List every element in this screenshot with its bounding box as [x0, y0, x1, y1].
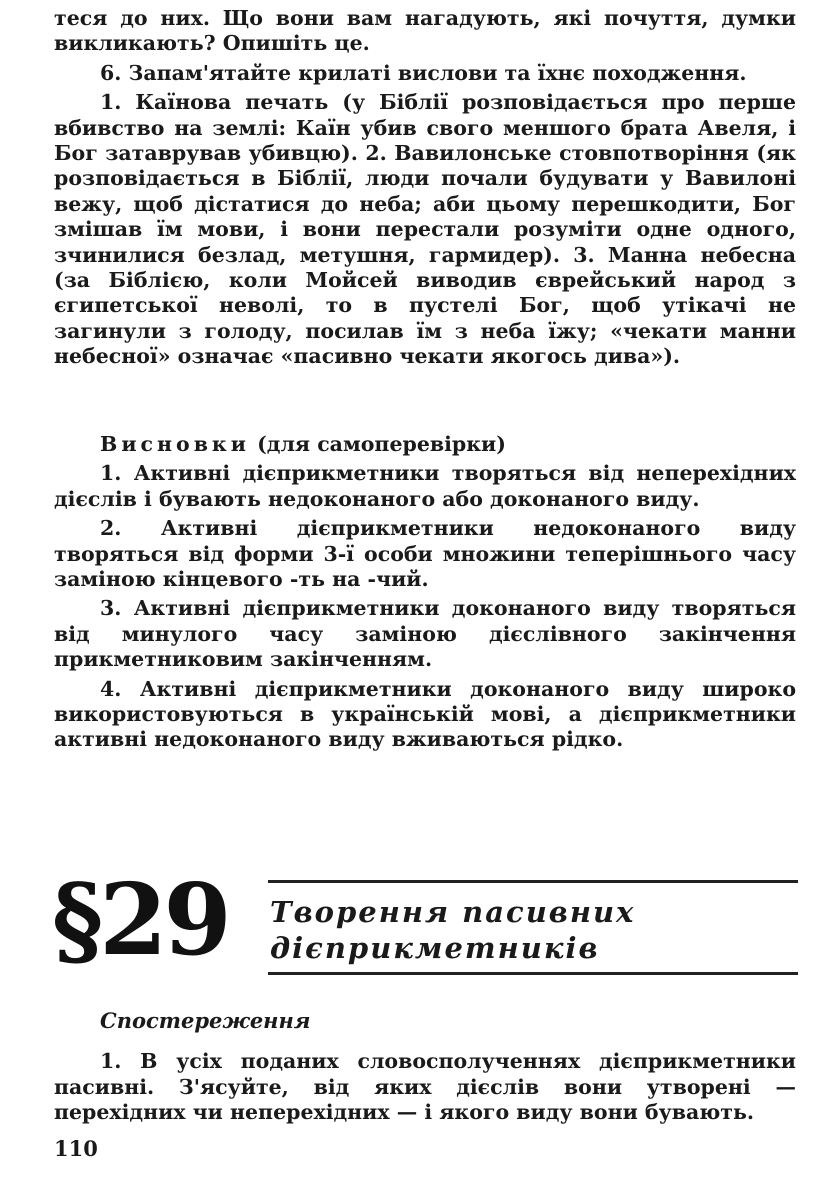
section-title-line-2: дієприкметників: [270, 931, 600, 965]
conclusion-item-2: 2. Активні дієприкметники недоконаного виду творяться від форми 3-ї особи множини теперішнього часу заміною кінцевого -ть на -чий.: [54, 516, 796, 592]
section-title-line-1: Творення пасивних: [270, 895, 636, 929]
task-6-paragraph: 6. Запам'ятайте крилаті вислови та їхнє походження.: [100, 60, 747, 85]
conclusion-item-3: 3. Активні дієприкметники доконаного виду творяться від минулого часу заміною дієслівного закінчення прикметниковим закінченням.: [54, 596, 796, 672]
section-header: [52, 863, 798, 982]
section-title: [270, 894, 798, 966]
conclusions-heading-spaced: Висновки: [100, 432, 250, 456]
conclusions-heading: [54, 432, 796, 457]
section-number: §29: [52, 863, 228, 978]
observation-block: [54, 1008, 796, 1126]
section-rule-top: [268, 880, 798, 883]
conclusions-heading-note: (для самоперевірки): [249, 432, 506, 456]
conclusions-block: [54, 432, 796, 753]
page-number: 110: [54, 1136, 98, 1161]
conclusion-item-1: 1. Активні дієприкметники творяться від неперехідних дієслів і бувають недоконаного або доконаного виду.: [54, 461, 796, 511]
observation-task-1: 1. В усіх поданих словосполученнях дієприкметники пасивні. З'ясуйте, від яких дієслів вони утворені — перехідних чи неперехідних — і якого виду вони бувають.: [54, 1049, 796, 1125]
observation-heading: Спостереження: [100, 1008, 311, 1033]
top-text-block: [54, 6, 796, 370]
section-rule-bottom: [268, 972, 798, 975]
continuation-paragraph: теся до них. Що вони вам нагадують, які почуття, думки викликають? Опишіть це.: [54, 6, 796, 56]
conclusion-item-4: 4. Активні дієприкметники доконаного виду широко використовуються в українській мові, а дієприкметники активні недоконаного виду вживаються рідко.: [54, 676, 796, 752]
idioms-paragraph: 1. Каїнова печать (у Біблії розповідається про перше вбивство на землі: Каїн убив свого меншого брата Авеля, і Бог затаврував убивцю). 2. Вавилонське стовпотворіння (як розповідається в Біблії, люди почали будувати у Вавилоні вежу, щоб дістатися до неба; аби цьому перешкодити, Бог змішав їм мови, і вони перестали розуміти одне одного, зчинилися безлад, метушня, гармидер). 3. Манна небесна (за Біблією, коли Мойсей виводив єврейський народ з єгипетської неволі, то в пустелі Бог, щоб утікачі не загинули з голоду, посилав їм з неба їжу; «чекати манни небесної» означає «пасивно чекати якогось дива»).: [54, 90, 796, 369]
